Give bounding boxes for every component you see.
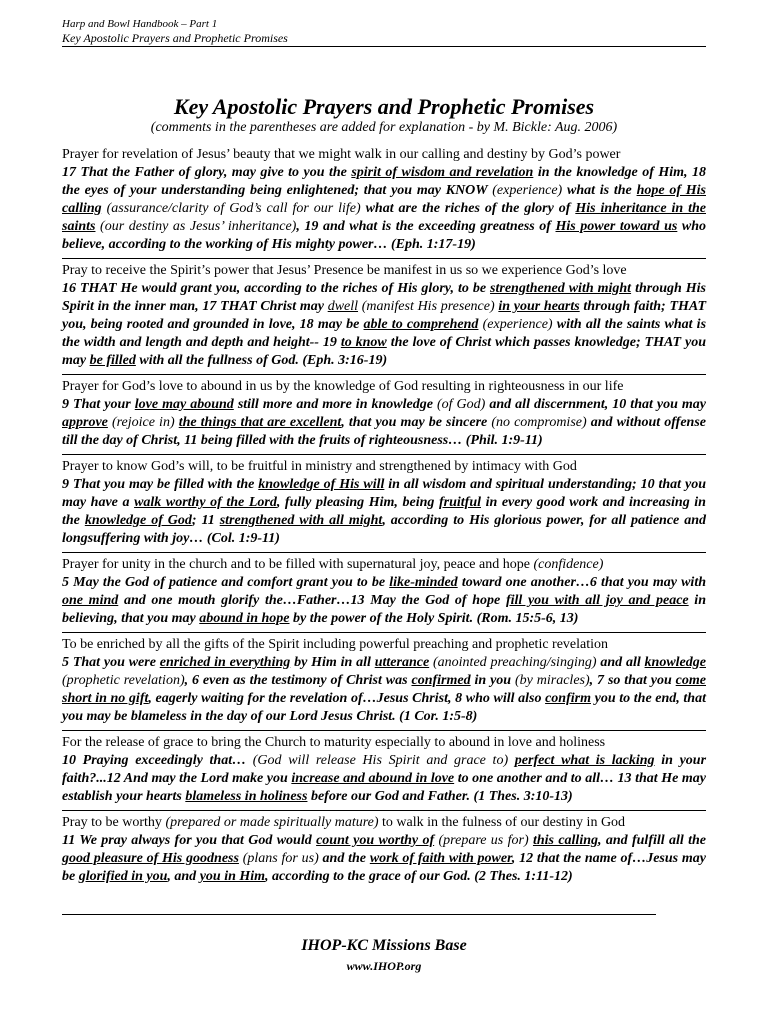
scripture-text: , 19 and what is the exceeding greatness of — [296, 219, 556, 234]
scripture-text: in believing, that you may — [62, 593, 706, 626]
scripture-passage — [62, 832, 706, 886]
prayer-heading — [62, 378, 706, 396]
emphasized-phrase: approve — [62, 415, 108, 430]
emphasized-phrase: come short in no gift — [62, 673, 706, 706]
prayer-heading-tail: to walk in the fulness of our destiny in God — [382, 815, 626, 830]
emphasized-phrase: knowledge — [644, 655, 706, 670]
explanatory-comment: (by miracles) — [514, 673, 590, 688]
prayer-section — [62, 810, 706, 890]
scripture-text: in your faith?...12 And may the Lord make you — [62, 753, 707, 786]
emphasized-phrase: His power toward us — [555, 219, 678, 234]
emphasized-phrase: strengthened with might — [490, 281, 632, 296]
prayer-section — [62, 552, 706, 632]
explanatory-comment: (rejoice in) — [111, 415, 175, 430]
scripture-text: in you — [470, 673, 515, 688]
scripture-text: in every good work and increasing in the — [62, 495, 706, 528]
scripture-text: still more and more in knowledge — [233, 397, 437, 412]
scripture-passage — [62, 574, 706, 628]
scripture-text: 9 That you may be filled with the — [62, 477, 259, 492]
emphasized-phrase: walk worthy of the Lord — [134, 495, 277, 510]
scripture-text: and without offense till the day of Christ, 11 being filled with the fruits of righteousness… (Phil. 1:9-11) — [62, 415, 706, 448]
scripture-text: who believe, according to the working of His mighty power… (Eph. 1:17-19) — [62, 219, 707, 252]
emphasized-phrase: fruitful — [438, 495, 481, 510]
scripture-text: , 7 so that you — [589, 673, 676, 688]
running-header — [62, 18, 706, 47]
scripture-text: and all discernment, 10 that you may — [485, 397, 707, 412]
prayer-heading-text: For the release of grace to bring the Church to maturity especially to abound in love and holiness — [62, 735, 606, 750]
emphasized-phrase: work of faith with power — [369, 851, 512, 866]
explanatory-comment: (prepare us for) — [438, 833, 529, 848]
scripture-passage — [62, 654, 706, 726]
emphasized-phrase: hope of His calling — [62, 183, 706, 216]
scripture-text: before our God and Father. (1 Thes. 3:10-13) — [307, 789, 573, 804]
explanatory-comment: (assurance/clarity of God’s call for our life) — [106, 201, 361, 216]
emphasized-phrase: you in Him — [199, 869, 266, 884]
scripture-text: 11 We pray always for you that God would — [62, 833, 317, 848]
explanatory-comment: dwell — [327, 299, 359, 314]
prayer-heading-comment: (confidence) — [533, 557, 604, 572]
emphasized-phrase: fill you with all joy and peace — [505, 593, 689, 608]
emphasized-phrase: love may abound — [134, 397, 234, 412]
scripture-text: to one another and to all… 13 that He may establish your hearts — [62, 771, 706, 804]
scripture-text: in all wisdom and spiritual understanding; 10 that you may have a — [62, 477, 706, 510]
footer-org: IHOP-KC Missions Base — [301, 937, 467, 954]
scripture-text: 9 That your — [62, 397, 135, 412]
emphasized-phrase: confirmed — [411, 673, 471, 688]
scripture-text: through faith; THAT you, being rooted and grounded in love, 18 may be — [62, 299, 706, 332]
scripture-text: 10 Praying exceedingly that… — [62, 753, 253, 768]
emphasized-phrase: good pleasure of His goodness — [62, 851, 239, 866]
emphasized-phrase: like-minded — [389, 575, 458, 590]
scripture-text: you to the end, that you may be blameless in the day of our Lord Jesus Christ. (1 Cor. 1:5-8) — [62, 691, 706, 724]
prayer-heading — [62, 556, 706, 574]
prayer-heading — [62, 734, 706, 752]
prayer-section — [62, 146, 706, 258]
prayer-heading — [62, 262, 706, 280]
explanatory-comment: (prophetic revelation) — [62, 673, 185, 688]
scripture-passage — [62, 396, 706, 450]
emphasized-phrase: glorified in you — [78, 869, 168, 884]
explanatory-comment: (plans for us) — [242, 851, 319, 866]
emphasized-phrase: be filled — [89, 353, 136, 368]
prayer-heading — [62, 814, 706, 832]
scripture-text: 5 May the God of patience and comfort grant you to be — [62, 575, 390, 590]
scripture-text: , and fulfill all the — [598, 833, 707, 848]
scripture-text: by Him in all — [290, 655, 375, 670]
scripture-text: and the — [318, 851, 370, 866]
emphasized-phrase: in your hearts — [498, 299, 580, 314]
page-subtitle: (comments in the parentheses are added for explanation - by M. Bickle: Aug. 2006) — [150, 120, 618, 135]
scripture-text: with all the saints what is the width and length and depth and height-- 19 — [62, 317, 707, 350]
scripture-passage — [62, 164, 706, 254]
prayer-heading-text: Prayer for unity in the church and to be filled with supernatural joy, peace and hope — [62, 557, 530, 572]
scripture-text: toward one another…6 that you may with — [457, 575, 706, 590]
scripture-text: by the power of the Holy Spirit. (Rom. 15:5-6, 13) — [289, 611, 579, 626]
prayer-heading-text: To be enriched by all the gifts of the Spirit including powerful preaching and prophetic revelation — [62, 637, 609, 652]
scripture-text: , 12 that the name of…Jesus may be — [62, 851, 707, 884]
explanatory-comment: (anointed preaching/singing) — [433, 655, 597, 670]
emphasized-phrase: confirm — [545, 691, 591, 706]
emphasized-phrase: knowledge of His will — [258, 477, 385, 492]
scripture-text: what are the riches of the glory of — [360, 201, 576, 216]
prayer-section — [62, 258, 706, 374]
scripture-text: 5 That you were — [62, 655, 160, 670]
scripture-text: , eagerly waiting for the revelation of…Jesus Christ, 8 who will also — [148, 691, 546, 706]
explanatory-comment: (our destiny as Jesus’ inheritance) — [100, 219, 297, 234]
scripture-text: , that you may be sincere — [341, 415, 492, 430]
scripture-text: , 6 even as the testimony of Christ was — [184, 673, 412, 688]
prayer-heading — [62, 458, 706, 476]
handbook-series-label: Harp and Bowl Handbook – Part 1 — [62, 18, 218, 30]
emphasized-phrase: utterance — [374, 655, 430, 670]
emphasized-phrase: abound in hope — [199, 611, 290, 626]
prayer-heading-text: Prayer for God’s love to abound in us by the knowledge of God resulting in righteousness in our life — [62, 379, 624, 394]
emphasized-phrase: strengthened with all might — [219, 513, 383, 528]
emphasized-phrase: His inheritance in the saints — [62, 201, 706, 234]
prayer-heading-comment: (prepared or made spiritually mature) — [165, 815, 379, 830]
end-divider — [62, 914, 656, 915]
emphasized-phrase: blameless in holiness — [185, 789, 308, 804]
prayer-heading — [62, 636, 706, 654]
scripture-text — [508, 753, 515, 768]
scripture-text: 16 THAT He would grant you, according to the riches of His glory, to be — [62, 281, 491, 296]
page-title: Key Apostolic Prayers and Prophetic Promises — [173, 94, 595, 119]
scripture-text: ; 11 — [191, 513, 220, 528]
scripture-text: 17 That the Father of glory, may give to you the — [62, 165, 352, 180]
explanatory-comment: (experience) — [482, 317, 553, 332]
scripture-text: , according to His glorious power, for all patience and longsuffering with joy… (Col. 1:9-11) — [62, 513, 706, 546]
emphasized-phrase: spirit of wisdom and revelation — [351, 165, 534, 180]
emphasized-phrase: perfect what is lacking — [514, 753, 655, 768]
footer-url: www.IHOP.org — [346, 959, 422, 973]
prayer-list — [62, 146, 706, 890]
emphasized-phrase: this calling — [532, 833, 598, 848]
prayer-section — [62, 730, 706, 810]
prayer-heading-text: Prayer for revelation of Jesus’ beauty that we might walk in our calling and destiny by God’s power — [62, 147, 621, 162]
scripture-text: with all the fullness of God. (Eph. 3:16-19) — [135, 353, 388, 368]
explanatory-comment: (experience) — [492, 183, 563, 198]
emphasized-phrase: the things that are excellent — [178, 415, 342, 430]
scripture-text: and one mouth glorify the…Father…13 May the God of hope — [118, 593, 506, 608]
scripture-text: , and — [167, 869, 200, 884]
scripture-text: in the knowledge of Him, 18 the eyes of your understanding being enlightened; that you may KNOW — [62, 165, 706, 198]
scripture-text: through His Spirit in the inner man, 17 THAT Christ may — [62, 281, 706, 314]
prayer-section — [62, 374, 706, 454]
scripture-passage — [62, 476, 706, 548]
emphasized-phrase: one mind — [62, 593, 119, 608]
prayer-heading — [62, 146, 706, 164]
scripture-text: what is the — [562, 183, 637, 198]
emphasized-phrase: to know — [340, 335, 387, 350]
scripture-text: and all — [596, 655, 645, 670]
scripture-text: , fully pleasing Him, being — [276, 495, 439, 510]
explanatory-comment: (of God) — [436, 397, 486, 412]
emphasized-phrase: able to comprehend — [363, 317, 479, 332]
prayer-heading-text: Pray to be worthy — [62, 815, 162, 830]
prayer-section — [62, 454, 706, 552]
emphasized-phrase: knowledge of God — [84, 513, 192, 528]
scripture-passage — [62, 280, 706, 370]
scripture-text: , according to the grace of our God. (2 Thes. 1:11-12) — [265, 869, 573, 884]
explanatory-comment: (manifest His presence) — [361, 299, 495, 314]
prayer-section — [62, 632, 706, 730]
running-document-title: Key Apostolic Prayers and Prophetic Promises — [62, 31, 706, 47]
prayer-heading-text: Pray to receive the Spirit’s power that Jesus’ Presence be manifest in us so we experience God’s love — [62, 263, 627, 278]
emphasized-phrase: increase and abound in love — [291, 771, 455, 786]
explanatory-comment: (no compromise) — [491, 415, 587, 430]
emphasized-phrase: count you worthy of — [316, 833, 435, 848]
scripture-passage — [62, 752, 706, 806]
scripture-text: the love of Christ which passes knowledge; THAT you may — [62, 335, 707, 368]
prayer-heading-text: Prayer to know God’s will, to be fruitful in ministry and strengthened by intimacy with God — [62, 459, 577, 474]
emphasized-phrase: enriched in everything — [159, 655, 291, 670]
explanatory-comment: (God will release His Spirit and grace to) — [252, 753, 509, 768]
